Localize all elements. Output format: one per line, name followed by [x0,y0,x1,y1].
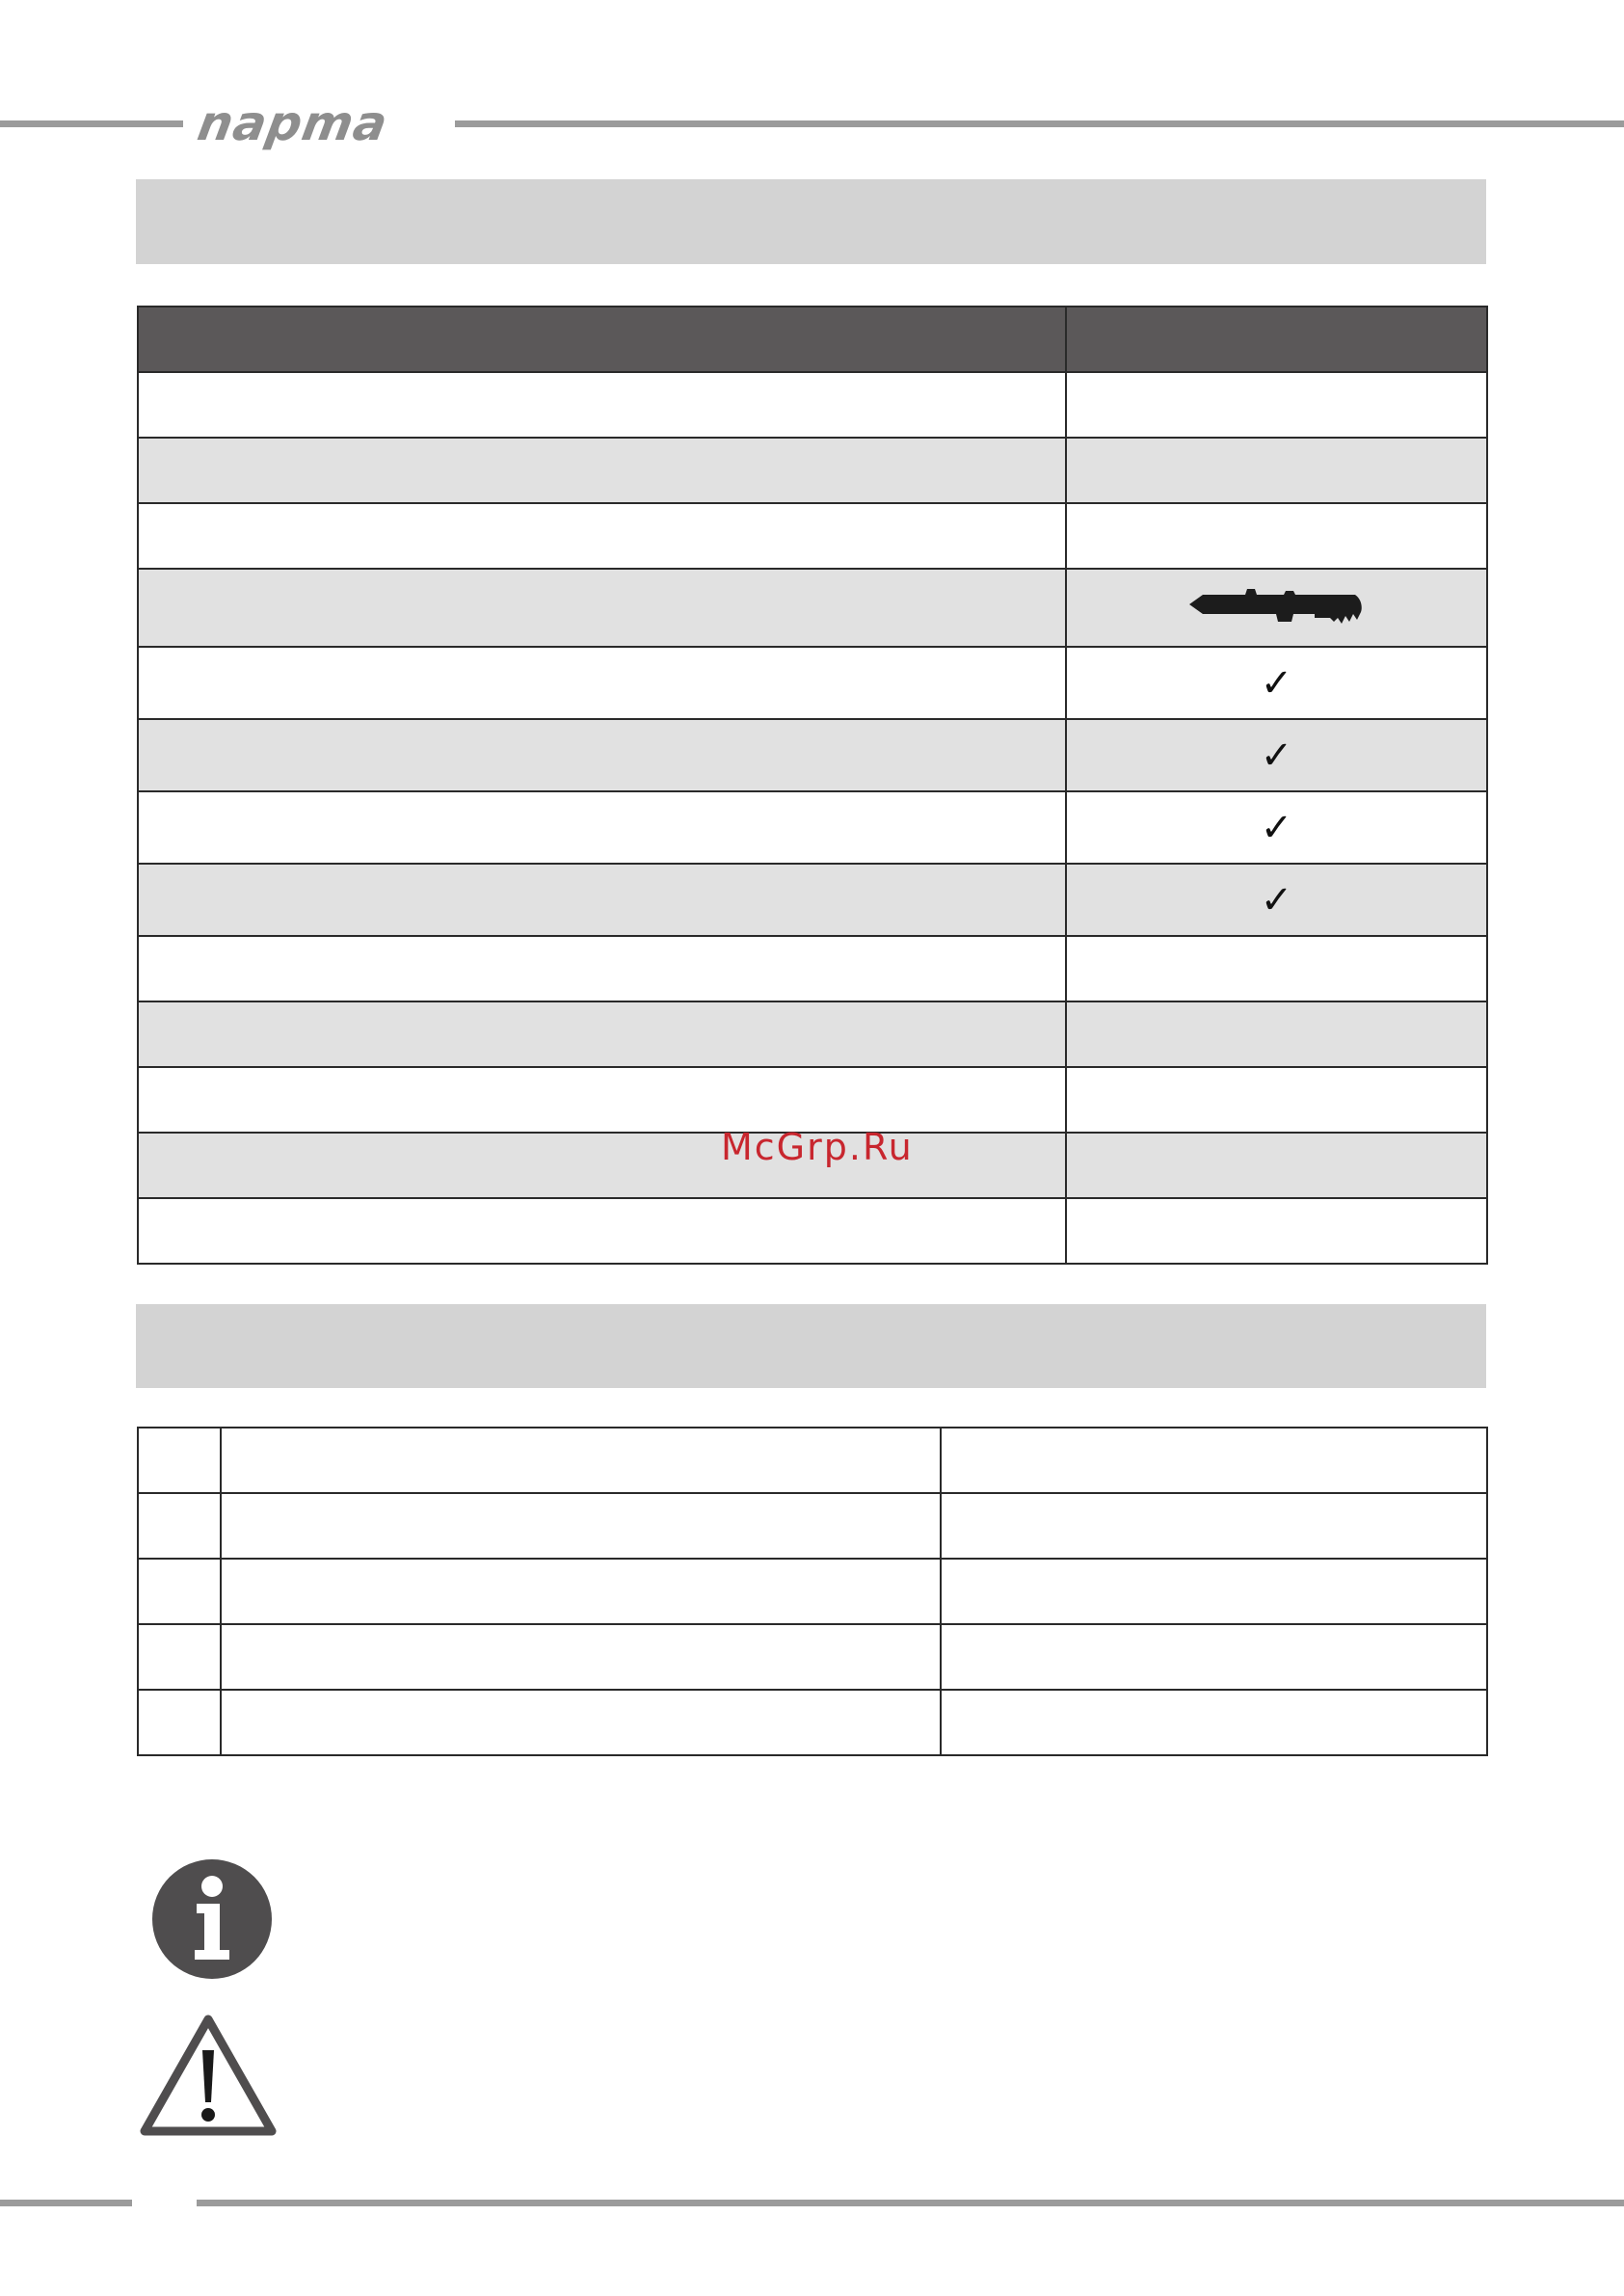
param-cell [138,647,1066,719]
table-row [138,1428,1487,1493]
param-cell [138,438,1066,503]
value-cell [1066,1133,1487,1198]
value-cell [1066,503,1487,569]
value-cell [1066,569,1487,647]
table-row [138,864,1487,936]
index-cell [138,1493,221,1559]
index-cell [138,1428,221,1493]
item-cell [221,1559,941,1624]
value-cell [1066,438,1487,503]
check-icon: ✓ [1260,877,1293,922]
brand-logo: napma [193,95,393,151]
param-cell [138,1067,1066,1133]
param-cell [138,372,1066,438]
spec-table-header [138,307,1487,372]
table-row [138,372,1487,438]
param-cell [138,503,1066,569]
qty-cell [941,1559,1487,1624]
top-rule-left [0,120,183,127]
param-cell [138,569,1066,647]
value-cell [1066,1198,1487,1264]
top-rule-right [455,120,1624,127]
kit-table [137,1427,1488,1756]
table-row [138,647,1487,719]
param-cell [138,1198,1066,1264]
item-cell [221,1493,941,1559]
qty-cell [941,1690,1487,1755]
value-cell [1066,936,1487,1001]
item-cell [221,1428,941,1493]
jigsaw-blade-icon [1185,577,1369,631]
table-row [138,438,1487,503]
table-row [138,1624,1487,1690]
spec-header-param [138,307,1066,372]
check-icon: ✓ [1260,660,1293,706]
qty-cell [941,1428,1487,1493]
index-cell [138,1624,221,1690]
table-row [138,503,1487,569]
table-row [138,1067,1487,1133]
param-cell [138,1001,1066,1067]
table-row [138,1690,1487,1755]
table-row [138,791,1487,864]
spec-table [137,306,1488,1265]
warning-icon [139,2014,278,2137]
qty-cell [941,1493,1487,1559]
param-cell [138,719,1066,791]
table-row [138,1001,1487,1067]
spec-header-value [1066,307,1487,372]
value-cell [1066,1067,1487,1133]
param-cell [138,791,1066,864]
item-cell [221,1690,941,1755]
table-row [138,1559,1487,1624]
check-icon: ✓ [1260,733,1293,778]
table-row [138,719,1487,791]
info-icon [150,1857,274,1981]
bottom-rule-right [197,2200,1624,2206]
value-cell [1066,1001,1487,1067]
check-icon: ✓ [1260,805,1293,850]
param-cell [138,1133,1066,1198]
watermark: McGrp.Ru [721,1126,914,1168]
table-row [138,1493,1487,1559]
value-cell [1066,372,1487,438]
table-row [138,569,1487,647]
item-cell [221,1624,941,1690]
section-title-band-specs [136,179,1486,264]
index-cell [138,1559,221,1624]
section-title-band-kit [136,1304,1486,1388]
param-cell [138,864,1066,936]
param-cell [138,936,1066,1001]
table-row [138,1198,1487,1264]
table-row [138,936,1487,1001]
index-cell [138,1690,221,1755]
bottom-rule-left [0,2200,132,2206]
qty-cell [941,1624,1487,1690]
